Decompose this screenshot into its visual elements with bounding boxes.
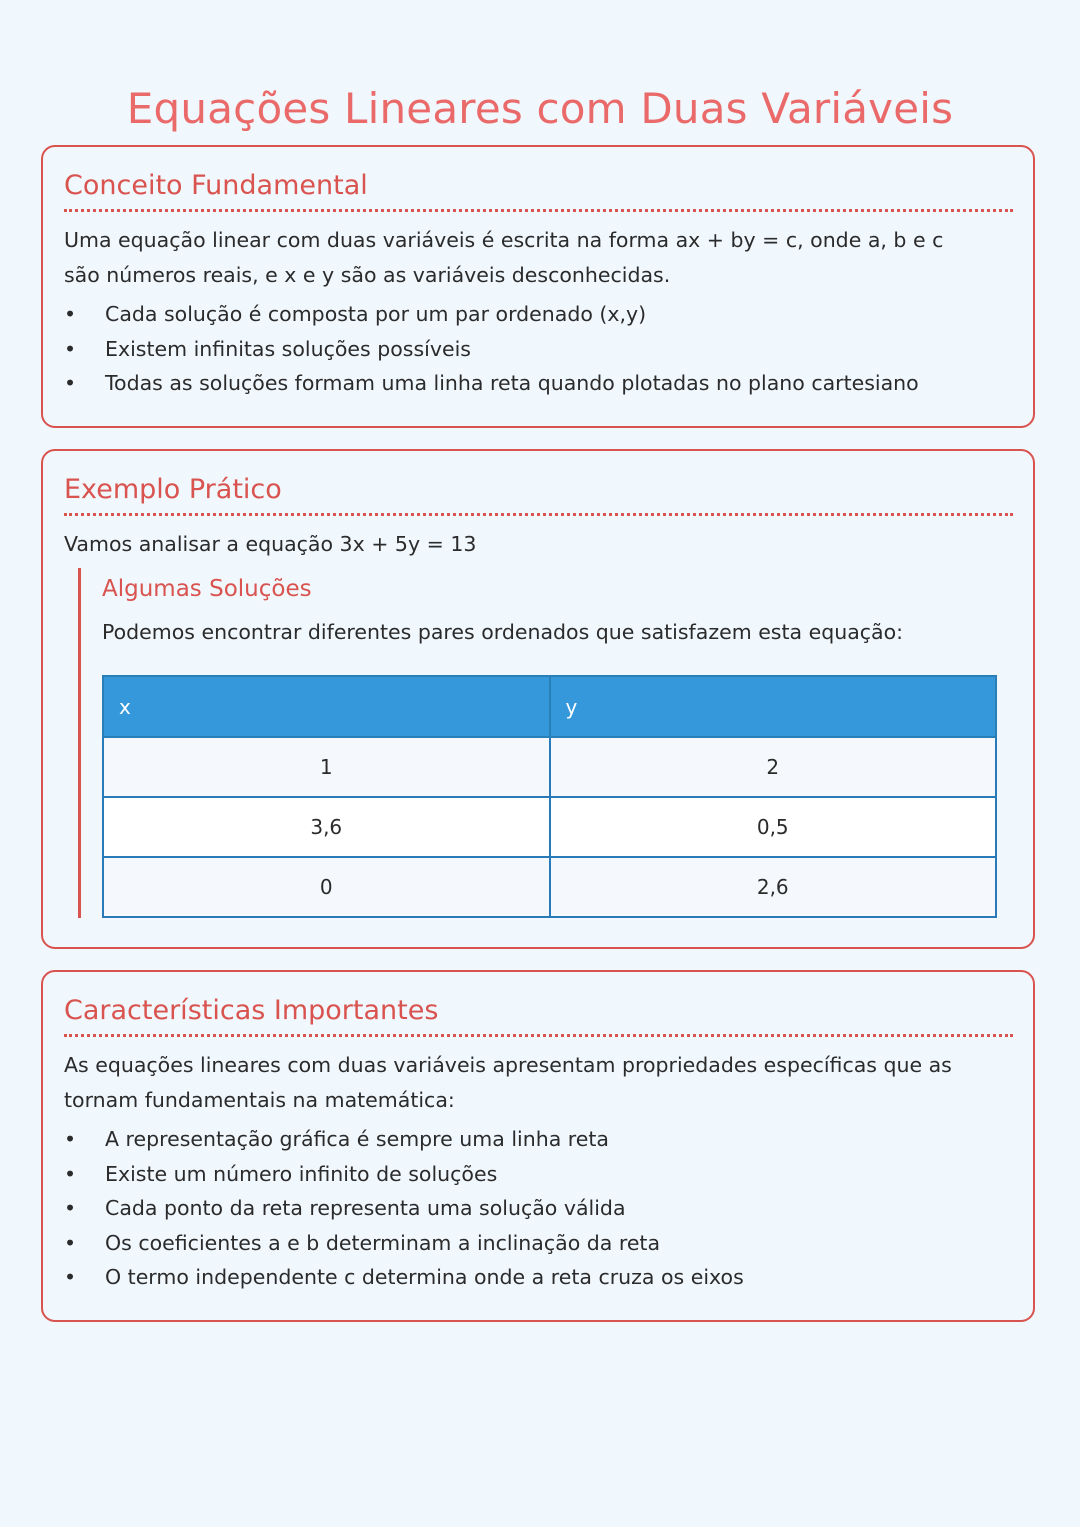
list-item-text: A representação gráfica é sempre uma linha reta — [105, 1127, 609, 1151]
features-paragraph: As equações lineares com duas variáveis apresentam propriedades específicas que as tornam fundamentais na matemática: — [64, 1053, 952, 1112]
solutions-heading: Algumas Soluções — [102, 576, 312, 602]
list-item-text: Cada solução é composta por um par ordenado (x,y) — [105, 302, 647, 326]
example-divider — [64, 513, 1013, 516]
example-heading: Exemplo Prático — [64, 474, 282, 505]
solutions-block — [78, 568, 1001, 918]
features-bullet-list — [64, 1122, 744, 1295]
list-item — [64, 1157, 744, 1192]
list-item-text: Todas as soluções formam uma linha reta quando plotadas no plano cartesiano — [105, 371, 919, 396]
bullet-icon: • — [64, 1127, 77, 1151]
list-item — [64, 332, 919, 367]
column-header-x: x — [103, 676, 550, 737]
bullet-icon: • — [64, 371, 77, 396]
example-paragraph: Vamos analisar a equação 3x + 5y = 13 — [64, 532, 477, 556]
list-item-text: Existem infinitas soluções possíveis — [105, 336, 471, 361]
table-header-row — [103, 676, 996, 737]
features-card — [41, 970, 1035, 1322]
bullet-icon: • — [64, 336, 77, 361]
list-item — [64, 297, 919, 332]
list-item-text: Os coeficientes a e b determinam a inclinação da reta — [105, 1230, 661, 1255]
features-heading: Características Importantes — [64, 995, 439, 1026]
solutions-paragraph: Podemos encontrar diferentes pares ordenados que satisfazem esta equação: — [102, 620, 904, 644]
table-cell: 0,5 — [550, 797, 997, 857]
bullet-icon: • — [64, 1196, 77, 1221]
page-title: Equações Lineares com Duas Variáveis — [126, 84, 954, 134]
bullet-icon: • — [64, 302, 77, 326]
concept-paragraph: Uma equação linear com duas variáveis é escrita na forma ax + by = c, onde a, b e c são números reais, e x e y são as variáveis desconhecidas. — [64, 228, 944, 287]
concept-bullet-list — [64, 297, 919, 401]
list-item — [64, 1122, 744, 1157]
list-item — [64, 1191, 744, 1226]
concept-divider — [64, 209, 1013, 212]
solutions-table — [102, 675, 997, 918]
example-card — [41, 449, 1035, 949]
table-row — [103, 857, 996, 917]
features-divider — [64, 1034, 1013, 1037]
table-cell: 2,6 — [550, 857, 997, 917]
list-item — [64, 1226, 744, 1261]
table-row — [103, 737, 996, 797]
table-cell: 3,6 — [103, 797, 550, 857]
list-item-text: Cada ponto da reta representa uma solução válida — [105, 1196, 626, 1221]
list-item-text: Existe um número infinito de soluções — [105, 1161, 498, 1186]
concept-card — [41, 145, 1035, 428]
table-row — [103, 797, 996, 857]
list-item — [64, 366, 919, 401]
list-item-text: O termo independente c determina onde a reta cruza os eixos — [105, 1265, 744, 1290]
column-header-y: y — [550, 676, 997, 737]
list-item — [64, 1260, 744, 1295]
table-cell: 2 — [550, 737, 997, 797]
table-cell: 1 — [103, 737, 550, 797]
table-cell: 0 — [103, 857, 550, 917]
concept-heading: Conceito Fundamental — [64, 170, 368, 201]
bullet-icon: • — [64, 1265, 77, 1290]
bullet-icon: • — [64, 1230, 77, 1255]
bullet-icon: • — [64, 1161, 77, 1186]
